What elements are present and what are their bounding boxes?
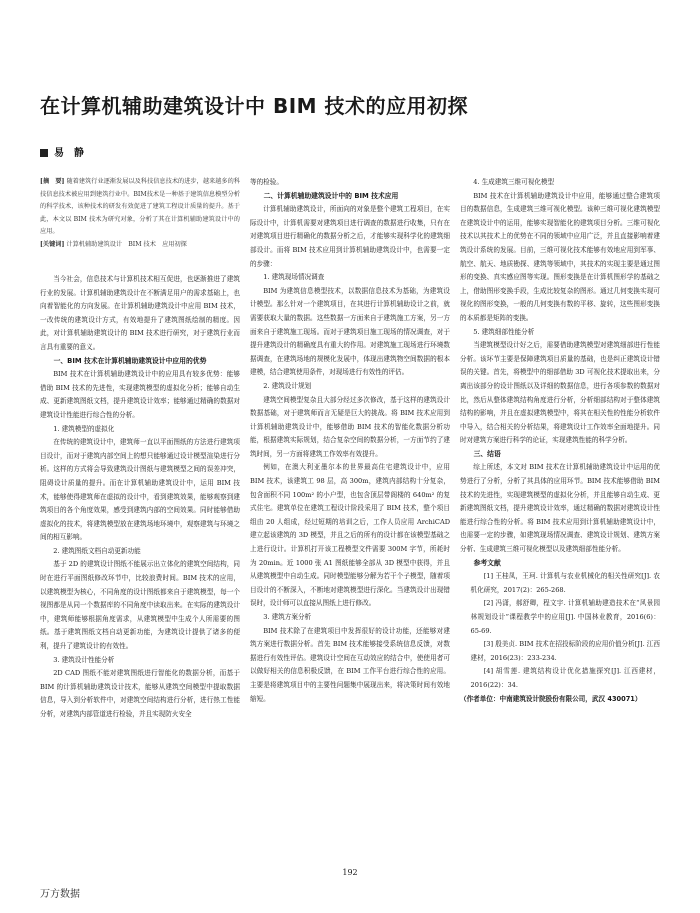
paragraph: 当今社会，信息技术与计算机技术相互促进，也逐渐推进了建筑行业的发展。计算机辅助建筑设计在不断满足用户的需求基础上，也向着智能化的方向发展。在计算机辅助建筑设计中应用 BIM 技术，一改传统的建筑设计方式，有效地提升了建筑图纸绘制的精度。因此，对计算机辅助建筑设计的 BIM 技术进行研究，对于建筑行业而言具有重要的意义。 <box>40 275 240 351</box>
paragraph: 计算机辅助建筑设计，所面向的对象是整个建筑工程项目，在实际设计中，计算机需要对建筑项目进行调查的数据进行收集，只有在对建筑项目进行精确化的数据分析之后，才能够实现科学化的建筑细部设计。而将 BIM 技术应用到计算机辅助建筑设计中，也需要一定的步骤： <box>250 205 450 268</box>
keywords-text: 计算机辅助建筑设计 BIM 技术 应用初探 <box>66 240 187 248</box>
references-heading: 参考文献 <box>473 558 501 567</box>
paragraph: 例如，在澳大利亚墨尔本的世界最高住宅建筑设计中，应用 BIM 技术，该建筑工 98 层，高 300m，建筑内部结构十分复杂，包含面积不同 100m² 的小户型，也包含顶层带阁楼的 640m² 的复式住宅。建筑单位在建筑工程设计阶段采用了 BIM 技术，整个项目组由 20 人组成，经过短期的培训之后，工作人员应用 ArchiCAD 建立起该建筑的 3D 模型，并且之后的所有的设计都在该模型基础之上进行设计。计算机打开该工程模型文件需要 300M 字节，所耗时为 20min。近 1000 张 A1 图纸能够全部从 3D 模型中获得，并且从建筑模型中自动生成。同时模型能够分解为若干个子模型，随着项目设计的不断深入，不断地对建筑模型进行深化。当建筑设计出现错误时，设计师可以直接从图纸上进行修改。 <box>250 463 450 608</box>
reference-item: [3] 殷美贞. BIM 技术在招投标阶段的应用价值分析[J]. 江西建材，2016(23)：233-234. <box>470 640 660 662</box>
paragraph: 建筑空间模型复杂且大部分经过多次修改，基于这样的建筑设计数据基础，对于建筑师而言无疑是巨大的挑战。将 BIM 技术应用到计算机辅助建筑设计中，能够借助 BIM 技术的智能化数据分析功能，根据建筑实际规划，结合复杂空间的数据分析，一方面节约了建筑时间，另一方面将建筑工作效率有效提升。 <box>250 395 450 458</box>
section-heading: 二、计算机辅助建筑设计中的 BIM 技术应用 <box>263 191 399 200</box>
abstract-text: 随着建筑行业逐渐发展以及科技信息技术的进步，越来越多的科技信息技术被应用到建筑行业中。BIM技术是一种基于建筑信息模型分析的科学技术，该种技术的研发有效促进了建筑工程设计质量的提升。基于此，本文以 BIM 技术为研究对象，分析了其在计算机辅助建筑设计中的应用。 <box>40 178 240 235</box>
subsection-heading: 2. 建筑设计规划 <box>263 381 312 390</box>
reference-item: [1] 王桂凤，王珂. 计算机与农业机械化的相关性研究[J]. 农机化研究，2017(2)：265-268. <box>470 572 660 594</box>
page-number: 192 <box>342 868 358 877</box>
keywords-label: [关键词] <box>40 240 65 248</box>
paragraph: BIM 技术在计算机辅助建筑设计中的应用具有较多优势：能够借助 BIM 技术的先进性，实现建筑模型的虚拟化分析；能够自动生成、更新建筑图纸文档，提升建筑设计效率；能够通过精确的数据对建筑设计性能进行综合性的分析。 <box>40 370 240 419</box>
subsection-heading: 2. 建筑图纸文档自动更新功能 <box>53 546 141 555</box>
column-1 <box>40 176 240 866</box>
author-affiliation: （作者单位：中南建筑设计院股份有限公司，武汉 430071） <box>460 694 642 703</box>
subsection-heading: 4. 生成建筑三维可视化模型 <box>473 178 555 186</box>
subsection-heading: 5. 建筑细部性能分析 <box>473 327 535 336</box>
paragraph: BIM 为建筑信息模型技术，以数据信息技术为基础，为建筑设计模型。那么针对一个建筑项目，在其进行计算机辅助设计之前，就需要获取大量的数据。这些数据一方面来自于建筑施工方案，另一方面来自于建筑施工现场。而对于建筑项目施工现场的情况调查，对于提升建筑设计的精确度具有重大的作用。对建筑施工现场进行环境数据调查，在建筑场地的规模化发展中，体现出建筑物空间数据的根本建模，结合建筑使用条件，对现场进行有效性的评估。 <box>250 286 450 377</box>
paragraph: BIM 技术在计算机辅助建筑设计中应用，能够通过整合建筑项目的数据信息，生成建筑三维可视化模型。该种三维可视化建筑模型在建筑设计中的运用，能够实现智能化的建筑项目分析。三维可视化技术以其技术上的优势在不同的领域中应用广泛，并且直接影响着建筑设计系统的发展。目前，三维可视化技术能够有效地应用到军事、航空、航天、地质勘探、建筑等领域中，其技术的实现主要是通过图形的变换、真实感应图等实现。图形变换是在计算机图形学的基础之上，借助图形变换手段，生成比较复杂的图形。通过几何变换实现可视化的图形变换，一般的几何变换有数的平移、旋转，这些图形变换的本质都是矩阵的变换。 <box>460 191 660 322</box>
section-heading: 三、结语 <box>473 449 501 458</box>
paragraph: 综上所述，本文对 BIM 技术在计算机辅助建筑设计中运用的优势进行了分析，分析了其具体的应用环节。BIM 技术能够借助 BIM 技术的先进性，实现建筑模型的虚拟化分析，并且能够自动生成、更新建筑图纸文档，提升建筑设计效率，通过精确的数据对建筑设计性能进行综合性的分析。将 BIM 技术应用到计算机辅助建筑设计中，也需要一定的步骤，如建筑现场情况调查、建筑设计规划、建筑方案分析、生成建筑三维可视化模型以及建筑细部性能分析。 <box>460 463 660 554</box>
abstract <box>40 176 240 239</box>
subsection-heading: 3. 建筑方案分析 <box>263 613 312 621</box>
paragraph: 当建筑模型设计好之后，需要借助建筑模型对建筑细部进行性能分析。该环节主要是保障建筑项目质量的基础，也是纠正建筑设计错误的关键。首先，将模型中的细部借助 3D 可视化技术提取出来，分离出该部分的设计图纸以及详细的数据信息，进行各项参数的数据对比，然后从整体建筑结构角度进行分析，分析细部结构对于整体建筑结构的影响，并且在虚拟建筑模型中，将其在相关性的性能分析软件中导入，结合相关的分析结果，将建筑设计工作效率全面地提升。同时对建筑方案进行科学的论证，实现建筑性能的科学分析。 <box>460 341 660 445</box>
paragraph: 等的检验。 <box>250 178 283 186</box>
paragraph: 在传统的建筑设计中，建筑师一直以平面图纸的方法进行建筑项目设计，而对于建筑内部空间上的想只能够通过设计模型渲染进行分析。这样的方式将会导致建筑设计图纸与建筑模型之间的误差冲突，阻碍设计质量的提升。而在计算机辅助建筑设计中，运用 BIM 技术，能够使得建筑师在虚拟的设计中，看到建筑效果，能够观察到建筑项目的各个角度效果，感受到建筑内部的空间效果。同时能够借助虚拟化的技术，将建筑模型放在建筑场地环境中，观察建筑与环境之间的相互影响。 <box>40 438 240 542</box>
author-name: 易 静 <box>54 148 84 159</box>
column-2 <box>250 176 450 866</box>
wanfang-watermark: 万方数据 <box>40 889 80 900</box>
author <box>40 144 84 159</box>
section-heading: 一、BIM 技术在计算机辅助建筑设计中应用的优势 <box>53 356 207 365</box>
subsection-heading: 3. 建筑设计性能分析 <box>53 655 115 664</box>
subsection-heading: 1. 建筑现场情况调查 <box>263 273 325 282</box>
paragraph: BIM 技术除了在建筑项目中发挥很好的设计功能，还能够对建筑方案进行数据分析。首先 BIM 技术能够接受系统信息反馈，对数据进行有效性评估。建筑设计空间在互动效应的结合中，使使用者可以做好相关的信息积极反馈，在 BIM 工作平台进行综合性的应用。主要是将建筑项目中的主要性问题集中展现出来，将决策时间有效地缩短。 <box>250 626 450 703</box>
reference-item: [4] 胡雪莲. 建筑结构设计优化措施探究[J]. 江西建材，2016(22)：34. <box>470 667 660 689</box>
square-bullet-icon <box>40 149 48 157</box>
column-3 <box>460 176 660 866</box>
page-title: 在计算机辅助建筑设计中 BIM 技术的应用初探 <box>40 94 469 118</box>
reference-item: [2] 冯潇，郝舒卿，程文宇. 计算机辅助建造技术在“风景园林规划设计”课程教学中的应用[J]. 中国林业教育，2016(6)：65-69. <box>470 599 660 635</box>
subsection-heading: 1. 建筑模型的虚拟化 <box>53 424 115 433</box>
paragraph: 2D CAD 图纸不能对建筑图纸进行智能化的数据分析，而基于 BIM 的计算机辅助建筑设计技术，能够从建筑空间模型中提取数据信息，导入到分析软件中，对建筑空间结构进行分析，进行热工性能分析，对建筑内部管道进行检验，并且实现防火安全 <box>40 669 240 718</box>
abstract-label: [摘 要] <box>40 178 65 185</box>
keywords <box>40 239 240 252</box>
paragraph: 基于 2D 的建筑设计图纸不能展示出立体化的建筑空间结构，同时在进行平面图纸修改环节中，比较浪费时间。BIM 技术的应用，以建筑模型为核心，不同角度的设计图纸都来自于建筑模型，每一个视图都是从同一个数据库的不同角度中读取出来。在实际的建筑设计中，建筑师能够根据角度需求，从建筑模型中生成个人所需要的图纸。基于建筑图纸文档自动更新功能，为建筑设计提供了诸多的便利，提升了建筑设计的有效性。 <box>40 560 240 651</box>
